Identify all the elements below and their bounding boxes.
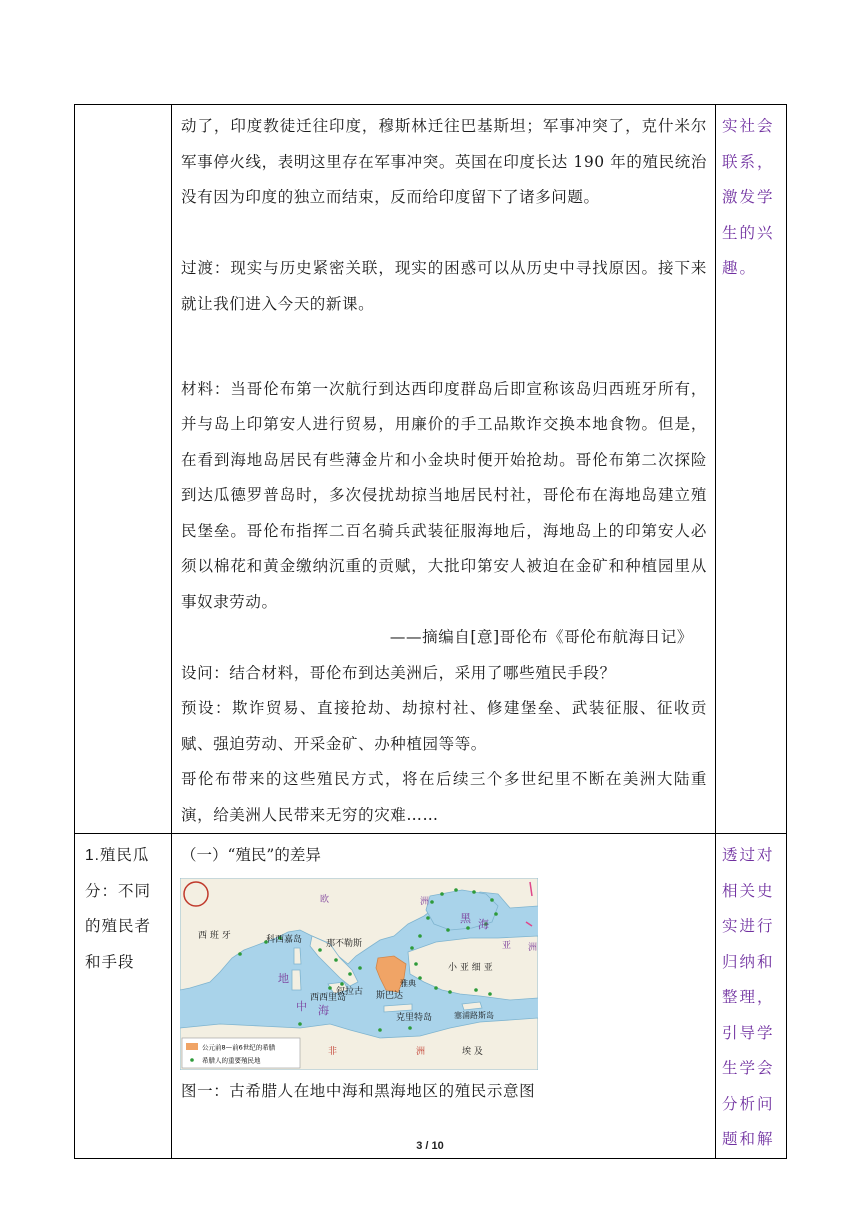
intro-paragraph: 动了，印度教徒迁往印度，穆斯林迁往巴基斯坦；军事冲突了，克什米尔军事停火线，表明这里存在军事冲突。英国在印度长达 190 年的殖民统治没有因为印度的独立而结束，反而给印度留下了诸多问题。 (181, 117, 707, 206)
table-row (75, 834, 787, 1159)
content-cell (172, 105, 716, 834)
map-label-europe-b: 洲 (420, 896, 430, 907)
map-label-asia-a: 亚 (502, 940, 512, 951)
stage-cell-empty (75, 105, 172, 834)
closing-paragraph: 哥伦布带来的这些殖民方式，将在后续三个多世纪里不断在美洲大陆重演，给美洲人民带来无穷的灾难…… (181, 770, 707, 824)
page-number: 3 / 10 (416, 1140, 444, 1152)
map-caption: 图一：古希腊人在地中海和黑海地区的殖民示意图 (181, 1081, 536, 1100)
intent-cell (716, 834, 787, 1159)
map-label-hai: 海 (318, 1003, 329, 1017)
content-cell (172, 834, 716, 1159)
map-label-syracuse: 叙拉古 (336, 986, 364, 997)
map-label-sicily: 西西里岛 (310, 992, 347, 1003)
map-label-europe-a: 欧 (320, 894, 330, 905)
map-label-corsica: 科西嘉岛 (266, 934, 303, 945)
map-label-africa-a: 非 (328, 1046, 338, 1057)
design-intent-note: 实社会联系，激发学生的兴趣。 (722, 117, 775, 277)
map-label-zhong: 中 (296, 999, 307, 1013)
section-title: （一）“殖民”的差异 (181, 846, 321, 864)
map-label-di: 地 (278, 971, 289, 985)
map-label-black-b: 海 (478, 917, 489, 931)
map-label-spain: 西 班 牙 (198, 930, 231, 941)
legend-greece-label: 公元前8—前6世纪的希腊 (202, 1043, 276, 1051)
material-source: ——摘编自[意]哥伦布《哥伦布航海日记》 (389, 628, 693, 646)
lesson-table (74, 104, 787, 1159)
transition-paragraph: 过渡：现实与历史紧密关联，现实的困惑可以从历史中寻找原因。接下来就让我们进入今天的新课。 (181, 259, 707, 313)
map-label-asia-b: 洲 (528, 942, 538, 953)
publisher-seal-icon (184, 882, 208, 906)
map-label-crete: 克里特岛 (396, 1012, 433, 1023)
map-label-black-a: 黑 (460, 911, 471, 925)
legend-greece-swatch (186, 1043, 198, 1050)
question-paragraph: 设问：结合材料，哥伦布到达美洲后，采用了哪些殖民手段？ (181, 663, 616, 682)
legend-colony-dot (190, 1058, 194, 1062)
map-label-sparta: 斯巴达 (376, 990, 404, 1001)
map-label-naples: 那不勒斯 (326, 938, 363, 949)
material-paragraph: 材料：当哥伦布第一次航行到达西印度群岛后即宣称该岛归西班牙所有，并与岛上印第安人进行贸易，用廉价的手工品欺诈交换本地食物。但是，在看到海地岛居民有些薄金片和小金块时便开始抢劫。哥伦布第二次探险到达瓜德罗普岛时，多次侵扰劫掠当地居民村社，哥伦布在海地岛建立殖民堡垒。哥伦布指挥二百名骑兵武装征服海地后，海地岛上的印第安人必须以棉花和黄金缴纳沉重的贡赋，大批印第安人被迫在金矿和种植园里从事奴隶劳动。 (181, 379, 707, 611)
legend-colony-label: 希腊人的重要殖民地 (202, 1056, 261, 1064)
map-label-africa-b: 洲 (416, 1046, 426, 1057)
map-label-cyprus: 塞浦路斯岛 (454, 1010, 494, 1020)
map-legend (182, 1038, 300, 1068)
map-label-asia-minor: 小 亚 细 亚 (448, 962, 493, 973)
design-intent-note: 透过对相关史实进行归纳和整理，引导学生学会分析问题和解 (722, 846, 775, 1148)
mediterranean-colony-map (180, 878, 538, 1070)
map-svg (180, 878, 538, 1070)
stage-cell (75, 834, 172, 1159)
intent-cell (716, 105, 787, 834)
stage-label: 1.殖民瓜分：不同的殖民者和手段 (85, 847, 152, 971)
map-label-athens: 雅典 (400, 978, 416, 988)
map-label-egypt: 埃 及 (462, 1046, 483, 1057)
preset-paragraph: 预设：欺诈贸易、直接抢劫、劫掠村社、修建堡垒、武装征服、征收贡赋、强迫劳动、开采金矿、办种植园等等。 (181, 699, 707, 753)
table-row (75, 105, 787, 834)
